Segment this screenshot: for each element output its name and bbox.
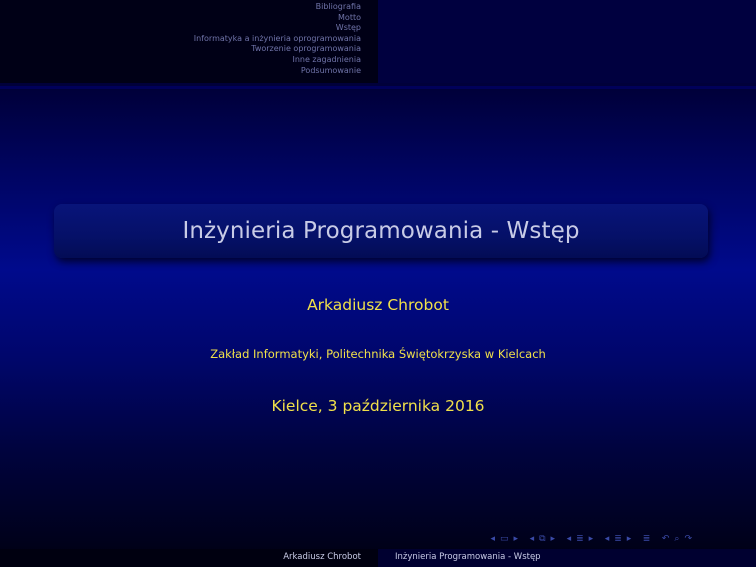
nav-item[interactable]: Wstęp [335,23,361,33]
nav-item[interactable]: Informatyka a inżynieria oprogramowania [193,33,361,43]
footline [0,549,756,567]
arrow-left-icon[interactable]: ◂ [566,534,572,544]
frame-icon[interactable]: ▭ [500,534,509,544]
nav-item[interactable]: Inne zagadnienia [292,54,361,64]
header-divider-accent [0,86,756,89]
section-navigation [0,0,378,83]
search-icon[interactable]: ⌕ [674,534,680,544]
section-list [194,2,361,76]
presentation-title: Inżynieria Programowania - Wstęp [182,218,580,244]
title-block [54,204,708,258]
presentation-date: Kielce, 3 października 2016 [271,397,485,415]
nav-item[interactable]: Podsumowanie [300,65,361,75]
author-name: Arkadiusz Chrobot [307,296,449,314]
arrow-left-icon[interactable]: ◂ [529,534,535,544]
footline-title-box [378,549,756,567]
footer-author: Arkadiusz Chrobot [283,552,361,562]
search-back-icon[interactable]: ↶ [661,534,670,544]
section-icon[interactable]: ≣ [576,534,584,544]
appendix-icon[interactable]: ≣ [642,534,651,544]
footline-author-box [0,549,378,567]
headline-bar [0,0,756,83]
presentation-icon[interactable]: ≣ [614,534,622,544]
arrow-right-icon[interactable]: ▸ [626,534,632,544]
arrow-right-icon[interactable]: ▸ [588,534,594,544]
nav-item[interactable]: Motto [338,12,361,22]
subsection-icon[interactable]: ⧉ [539,534,546,544]
arrow-right-icon[interactable]: ▸ [550,534,556,544]
institute: Zakład Informatyki, Politechnika Świętokrzyska w Kielcach [210,347,546,361]
search-forward-icon[interactable]: ↷ [684,534,692,544]
footer-title: Inżynieria Programowania - Wstęp [395,552,541,562]
arrow-left-icon[interactable]: ◂ [490,534,496,544]
arrow-left-icon[interactable]: ◂ [604,534,610,544]
arrow-right-icon[interactable]: ▸ [513,534,519,544]
nav-item[interactable]: Tworzenie oprogramowania [251,44,361,54]
navigation-symbols [488,532,694,546]
nav-item[interactable]: Bibliografia [315,2,361,11]
